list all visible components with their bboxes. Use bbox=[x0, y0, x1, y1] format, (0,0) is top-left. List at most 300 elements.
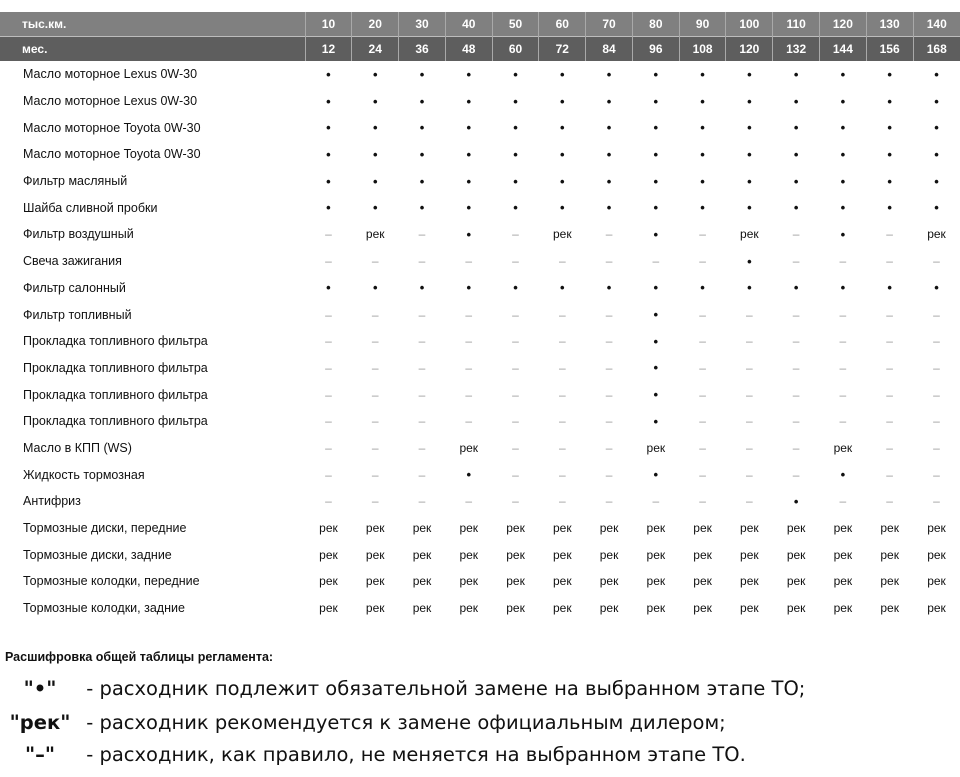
schedule-cell: – bbox=[839, 494, 847, 509]
schedule-cell: • bbox=[934, 173, 939, 189]
schedule-cell: – bbox=[746, 414, 753, 429]
schedule-cell: • bbox=[653, 307, 659, 323]
schedule-cell: – bbox=[371, 360, 379, 375]
schedule-cell: – bbox=[652, 494, 660, 509]
schedule-cell: – bbox=[605, 334, 613, 349]
schedule-cell: – bbox=[512, 334, 519, 349]
schedule-cell: – bbox=[558, 467, 566, 482]
schedule-cell: • bbox=[747, 200, 752, 216]
schedule-cell: – bbox=[792, 387, 800, 402]
table-row bbox=[0, 328, 960, 355]
schedule-cell: • bbox=[887, 120, 892, 136]
schedule-cell: • bbox=[513, 173, 518, 189]
schedule-cell: • bbox=[372, 120, 378, 136]
schedule-cell: – bbox=[371, 414, 379, 429]
schedule-cell: • bbox=[887, 280, 892, 296]
schedule-cell: • bbox=[372, 173, 378, 189]
schedule-cell: рек bbox=[552, 227, 572, 242]
schedule-cell: – bbox=[699, 227, 706, 242]
schedule-cell: • bbox=[419, 200, 425, 216]
header-months-cell: 12 bbox=[305, 37, 352, 62]
schedule-cell: • bbox=[466, 467, 472, 483]
schedule-cell: • bbox=[326, 146, 331, 162]
item-name: Свеча зажигания bbox=[23, 254, 122, 269]
schedule-cell: • bbox=[934, 280, 939, 296]
schedule-cell: – bbox=[418, 360, 426, 375]
item-name: Прокладка топливного фильтра bbox=[23, 414, 208, 429]
schedule-cell: • bbox=[466, 93, 472, 109]
schedule-cell: – bbox=[325, 467, 332, 482]
schedule-cell: рек bbox=[552, 521, 572, 536]
schedule-cell: – bbox=[933, 254, 940, 269]
schedule-cell: – bbox=[886, 360, 893, 375]
schedule-cell: • bbox=[606, 120, 612, 136]
header-km-cell: 90 bbox=[679, 12, 726, 37]
schedule-cell: рек bbox=[506, 601, 525, 616]
schedule-cell: – bbox=[746, 494, 753, 509]
header-months-cell: 108 bbox=[679, 37, 726, 62]
schedule-cell: • bbox=[513, 146, 518, 162]
schedule-cell: рек bbox=[365, 547, 385, 562]
schedule-cell: • bbox=[887, 93, 892, 109]
table-row bbox=[0, 61, 960, 88]
schedule-cell: • bbox=[560, 280, 565, 296]
header-row-km bbox=[0, 12, 960, 37]
schedule-cell: • bbox=[560, 120, 565, 136]
schedule-cell: – bbox=[605, 387, 613, 402]
schedule-cell: • bbox=[560, 173, 565, 189]
schedule-cell: • bbox=[747, 120, 752, 136]
item-name: Тормозные диски, задние bbox=[23, 547, 172, 562]
table-row bbox=[0, 194, 960, 221]
table-row bbox=[0, 515, 960, 542]
schedule-cell: • bbox=[840, 226, 846, 242]
schedule-cell: – bbox=[465, 494, 473, 509]
schedule-cell: – bbox=[746, 360, 753, 375]
schedule-cell: • bbox=[747, 280, 752, 296]
item-name: Фильтр масляный bbox=[23, 174, 128, 189]
legend-text: - расходник подлежит обязательной замене на выбранном этапе ТО; bbox=[86, 677, 806, 700]
schedule-cell: рек bbox=[599, 574, 619, 589]
schedule-cell: • bbox=[700, 146, 705, 162]
schedule-cell: • bbox=[466, 173, 472, 189]
schedule-cell: • bbox=[372, 66, 378, 82]
table-row bbox=[0, 141, 960, 168]
schedule-cell: • bbox=[653, 467, 659, 483]
item-name: Шайба сливной пробки bbox=[23, 200, 158, 215]
schedule-cell: • bbox=[840, 93, 846, 109]
schedule-cell: • bbox=[934, 93, 939, 109]
schedule-cell: – bbox=[839, 360, 847, 375]
schedule-cell: • bbox=[419, 173, 425, 189]
schedule-cell: рек bbox=[880, 547, 899, 562]
header-months-cell: 60 bbox=[492, 37, 539, 62]
table-row bbox=[0, 408, 960, 435]
header-row-months bbox=[0, 37, 960, 62]
schedule-cell: – bbox=[699, 414, 706, 429]
schedule-cell: • bbox=[887, 173, 892, 189]
schedule-cell: – bbox=[512, 360, 519, 375]
table-row bbox=[0, 541, 960, 568]
schedule-cell: • bbox=[560, 146, 565, 162]
schedule-cell: • bbox=[419, 93, 425, 109]
schedule-cell: – bbox=[746, 334, 753, 349]
header-km-cell: 130 bbox=[866, 12, 913, 37]
table-row bbox=[0, 435, 960, 462]
header-months-cell: 36 bbox=[399, 37, 446, 62]
item-name: Масло моторное Lexus 0W-30 bbox=[23, 94, 198, 109]
header-months-cell: 132 bbox=[773, 37, 820, 62]
schedule-cell: – bbox=[886, 334, 893, 349]
schedule-cell: – bbox=[371, 307, 379, 322]
header-km-cell: 20 bbox=[352, 12, 399, 37]
schedule-cell: • bbox=[326, 200, 331, 216]
schedule-cell: – bbox=[371, 387, 379, 402]
schedule-cell: • bbox=[372, 280, 378, 296]
schedule-cell: – bbox=[699, 387, 706, 402]
schedule-cell: рек bbox=[412, 601, 432, 616]
schedule-cell: рек bbox=[459, 547, 479, 562]
schedule-cell: • bbox=[606, 200, 612, 216]
schedule-cell: – bbox=[699, 254, 706, 269]
item-name: Фильтр салонный bbox=[23, 280, 126, 295]
schedule-cell: • bbox=[793, 173, 799, 189]
legend-symbol: "рек" bbox=[9, 711, 71, 734]
schedule-cell: – bbox=[558, 414, 566, 429]
item-name: Фильтр топливный bbox=[23, 307, 132, 322]
schedule-cell: рек bbox=[740, 521, 759, 536]
schedule-cell: – bbox=[792, 360, 800, 375]
schedule-cell: • bbox=[653, 66, 659, 82]
header-km-cell: 70 bbox=[586, 12, 633, 37]
schedule-cell: • bbox=[606, 173, 612, 189]
schedule-cell: рек bbox=[506, 547, 525, 562]
item-name: Масло в КПП (WS) bbox=[23, 440, 132, 455]
schedule-cell: – bbox=[605, 360, 613, 375]
schedule-cell: – bbox=[418, 440, 426, 455]
schedule-cell: – bbox=[933, 494, 940, 509]
legend-item-recommended bbox=[0, 711, 726, 734]
header-km-cell: 30 bbox=[399, 12, 446, 37]
header-months-cell: 24 bbox=[352, 37, 399, 62]
table-row bbox=[0, 88, 960, 115]
schedule-cell: рек bbox=[319, 547, 338, 562]
header-months-cell: 144 bbox=[820, 37, 867, 62]
schedule-cell: рек bbox=[927, 574, 946, 589]
schedule-cell: – bbox=[371, 440, 379, 455]
header-km-cell: 50 bbox=[492, 12, 539, 37]
schedule-cell: – bbox=[933, 467, 940, 482]
schedule-cell: – bbox=[886, 307, 893, 322]
item-name: Прокладка топливного фильтра bbox=[23, 360, 208, 375]
schedule-cell: • bbox=[840, 66, 846, 82]
schedule-cell: рек bbox=[786, 574, 806, 589]
header-months-cell: 168 bbox=[913, 37, 960, 62]
header-months-cell: 84 bbox=[586, 37, 633, 62]
schedule-cell: – bbox=[371, 254, 379, 269]
schedule-cell: • bbox=[326, 120, 331, 136]
schedule-cell: • bbox=[934, 200, 939, 216]
schedule-cell: рек bbox=[599, 601, 619, 616]
schedule-cell: – bbox=[465, 254, 473, 269]
legend-title: Расшифровка общей таблицы регламента: bbox=[5, 650, 274, 664]
schedule-cell: – bbox=[371, 494, 379, 509]
schedule-cell: • bbox=[793, 146, 799, 162]
schedule-cell: – bbox=[746, 307, 753, 322]
schedule-cell: рек bbox=[646, 574, 666, 589]
schedule-cell: – bbox=[325, 334, 332, 349]
schedule-cell: – bbox=[558, 494, 566, 509]
schedule-cell: – bbox=[839, 387, 847, 402]
legend-item-required bbox=[0, 677, 805, 700]
schedule-cell: – bbox=[558, 387, 566, 402]
schedule-cell: – bbox=[325, 227, 332, 242]
schedule-cell: • bbox=[793, 493, 799, 509]
schedule-cell: • bbox=[934, 146, 939, 162]
table-row bbox=[0, 168, 960, 195]
schedule-cell: рек bbox=[927, 547, 946, 562]
table-row bbox=[0, 248, 960, 275]
schedule-cell: • bbox=[606, 93, 612, 109]
schedule-cell: рек bbox=[506, 521, 525, 536]
schedule-cell: рек bbox=[459, 574, 479, 589]
schedule-cell: – bbox=[886, 494, 893, 509]
header-months-cell: 96 bbox=[632, 37, 679, 62]
item-name: Масло моторное Toyota 0W-30 bbox=[23, 147, 201, 162]
schedule-cell: • bbox=[747, 146, 752, 162]
schedule-cell: • bbox=[419, 280, 425, 296]
schedule-cell: • bbox=[466, 120, 472, 136]
schedule-cell: рек bbox=[646, 601, 666, 616]
schedule-cell: • bbox=[372, 200, 378, 216]
schedule-cell: – bbox=[512, 307, 519, 322]
table-body bbox=[0, 61, 960, 621]
maintenance-schedule-table bbox=[0, 12, 960, 621]
schedule-cell: – bbox=[558, 334, 566, 349]
schedule-cell: – bbox=[418, 494, 426, 509]
schedule-cell: – bbox=[325, 414, 332, 429]
schedule-cell: – bbox=[418, 414, 426, 429]
schedule-cell: рек bbox=[365, 574, 385, 589]
schedule-cell: – bbox=[465, 414, 473, 429]
schedule-cell: • bbox=[419, 120, 425, 136]
schedule-cell: рек bbox=[365, 601, 385, 616]
schedule-cell: рек bbox=[880, 601, 899, 616]
schedule-cell: • bbox=[326, 280, 331, 296]
schedule-cell: • bbox=[653, 280, 659, 296]
schedule-cell: рек bbox=[365, 521, 385, 536]
table-row bbox=[0, 355, 960, 382]
schedule-cell: • bbox=[840, 173, 846, 189]
schedule-cell: рек bbox=[552, 574, 572, 589]
schedule-cell: рек bbox=[693, 547, 712, 562]
schedule-cell: – bbox=[699, 334, 706, 349]
schedule-cell: • bbox=[747, 93, 752, 109]
schedule-cell: рек bbox=[786, 521, 806, 536]
item-name: Прокладка топливного фильтра bbox=[23, 387, 208, 402]
header-months-cell: 48 bbox=[445, 37, 492, 62]
schedule-cell: – bbox=[418, 227, 426, 242]
schedule-cell: • bbox=[419, 66, 425, 82]
schedule-cell: • bbox=[793, 93, 799, 109]
table-row bbox=[0, 595, 960, 622]
schedule-cell: – bbox=[839, 254, 847, 269]
schedule-cell: – bbox=[465, 307, 473, 322]
item-name: Тормозные диски, передние bbox=[23, 521, 187, 536]
schedule-cell: • bbox=[606, 66, 612, 82]
schedule-cell: – bbox=[465, 387, 473, 402]
schedule-cell: – bbox=[792, 307, 800, 322]
schedule-cell: рек bbox=[740, 227, 759, 242]
schedule-cell: – bbox=[605, 227, 613, 242]
schedule-cell: • bbox=[326, 66, 331, 82]
header-months-cell: 156 bbox=[866, 37, 913, 62]
schedule-cell: рек bbox=[319, 521, 338, 536]
schedule-cell: рек bbox=[506, 574, 525, 589]
item-name: Жидкость тормозная bbox=[23, 467, 145, 482]
schedule-cell: – bbox=[933, 360, 940, 375]
header-km-cell: 80 bbox=[632, 12, 679, 37]
table-row bbox=[0, 461, 960, 488]
schedule-cell: • bbox=[700, 66, 705, 82]
schedule-cell: – bbox=[792, 414, 800, 429]
schedule-cell: – bbox=[839, 307, 847, 322]
schedule-cell: • bbox=[887, 146, 892, 162]
header-km-cell: 100 bbox=[726, 12, 773, 37]
schedule-cell: – bbox=[558, 360, 566, 375]
schedule-cell: рек bbox=[693, 601, 712, 616]
schedule-cell: – bbox=[325, 440, 332, 455]
table-row bbox=[0, 381, 960, 408]
schedule-cell: – bbox=[418, 334, 426, 349]
table-row bbox=[0, 301, 960, 328]
schedule-cell: рек bbox=[599, 521, 619, 536]
header-months-label: мес. bbox=[0, 37, 305, 62]
schedule-cell: рек bbox=[786, 547, 806, 562]
item-name: Тормозные колодки, передние bbox=[23, 574, 200, 589]
schedule-cell: рек bbox=[459, 601, 479, 616]
schedule-cell: – bbox=[512, 387, 519, 402]
schedule-cell: рек bbox=[319, 601, 338, 616]
schedule-cell: • bbox=[653, 93, 659, 109]
schedule-cell: – bbox=[839, 334, 847, 349]
schedule-cell: рек bbox=[412, 521, 432, 536]
schedule-cell: • bbox=[840, 280, 846, 296]
schedule-cell: • bbox=[653, 146, 659, 162]
schedule-cell: рек bbox=[833, 440, 853, 455]
schedule-cell: • bbox=[653, 360, 659, 376]
schedule-cell: рек bbox=[599, 547, 619, 562]
schedule-cell: – bbox=[512, 440, 519, 455]
header-km-cell: 10 bbox=[305, 12, 352, 37]
schedule-cell: • bbox=[793, 120, 799, 136]
schedule-cell: рек bbox=[552, 547, 572, 562]
schedule-cell: – bbox=[746, 440, 753, 455]
item-name: Прокладка топливного фильтра bbox=[23, 334, 208, 349]
schedule-cell: – bbox=[418, 387, 426, 402]
schedule-cell: – bbox=[746, 467, 753, 482]
schedule-cell: • bbox=[793, 280, 799, 296]
item-name: Антифриз bbox=[23, 494, 81, 509]
item-name: Фильтр воздушный bbox=[23, 227, 134, 242]
schedule-cell: – bbox=[325, 387, 332, 402]
schedule-cell: • bbox=[466, 226, 472, 242]
schedule-cell: – bbox=[371, 334, 379, 349]
schedule-cell: рек bbox=[412, 547, 432, 562]
schedule-cell: рек bbox=[646, 547, 666, 562]
schedule-cell: – bbox=[325, 307, 332, 322]
legend-text: - расходник, как правило, не меняется на выбранном этапе ТО. bbox=[86, 743, 746, 766]
schedule-cell: – bbox=[558, 440, 566, 455]
header-km-cell: 140 bbox=[913, 12, 960, 37]
schedule-cell: рек bbox=[833, 521, 853, 536]
header-km-cell: 60 bbox=[539, 12, 586, 37]
schedule-cell: • bbox=[372, 93, 378, 109]
schedule-cell: – bbox=[886, 414, 893, 429]
schedule-cell: рек bbox=[927, 521, 946, 536]
schedule-cell: рек bbox=[740, 601, 759, 616]
schedule-cell: • bbox=[466, 200, 472, 216]
schedule-cell: • bbox=[653, 413, 659, 429]
schedule-cell: рек bbox=[880, 521, 899, 536]
schedule-cell: • bbox=[326, 93, 331, 109]
item-name: Масло моторное Toyota 0W-30 bbox=[23, 120, 201, 135]
legend-item-not-replaced bbox=[0, 743, 746, 766]
schedule-cell: – bbox=[371, 467, 379, 482]
schedule-cell: • bbox=[653, 387, 659, 403]
schedule-cell: • bbox=[372, 146, 378, 162]
item-name: Масло моторное Lexus 0W-30 bbox=[23, 67, 198, 82]
schedule-cell: рек bbox=[927, 227, 946, 242]
schedule-cell: рек bbox=[693, 574, 712, 589]
schedule-cell: • bbox=[560, 66, 565, 82]
schedule-cell: • bbox=[653, 200, 659, 216]
schedule-cell: – bbox=[699, 360, 706, 375]
schedule-cell: • bbox=[793, 200, 799, 216]
schedule-cell: – bbox=[605, 494, 613, 509]
header-months-cell: 72 bbox=[539, 37, 586, 62]
schedule-cell: • bbox=[513, 120, 518, 136]
schedule-cell: • bbox=[653, 226, 659, 242]
schedule-cell: • bbox=[606, 146, 612, 162]
schedule-cell: • bbox=[934, 120, 939, 136]
schedule-cell: – bbox=[325, 360, 332, 375]
schedule-cell: • bbox=[513, 200, 518, 216]
schedule-cell: рек bbox=[646, 440, 666, 455]
schedule-cell: – bbox=[699, 494, 706, 509]
schedule-cell: – bbox=[465, 360, 473, 375]
header-km-label: тыс.км. bbox=[22, 17, 67, 31]
schedule-cell: – bbox=[933, 440, 940, 455]
schedule-cell: – bbox=[792, 467, 800, 482]
schedule-cell: • bbox=[466, 146, 472, 162]
schedule-cell: рек bbox=[412, 574, 432, 589]
schedule-cell: рек bbox=[693, 521, 712, 536]
schedule-cell: • bbox=[934, 66, 939, 82]
schedule-cell: – bbox=[699, 440, 706, 455]
legend-symbol: "–" bbox=[24, 743, 56, 766]
schedule-cell: • bbox=[700, 200, 705, 216]
schedule-cell: • bbox=[700, 280, 705, 296]
schedule-cell: – bbox=[933, 307, 940, 322]
schedule-cell: – bbox=[886, 387, 893, 402]
schedule-cell: – bbox=[886, 440, 893, 455]
schedule-cell: рек bbox=[833, 601, 853, 616]
schedule-cell: рек bbox=[740, 574, 759, 589]
schedule-cell: • bbox=[653, 120, 659, 136]
schedule-cell: – bbox=[605, 467, 613, 482]
schedule-cell: – bbox=[605, 440, 613, 455]
